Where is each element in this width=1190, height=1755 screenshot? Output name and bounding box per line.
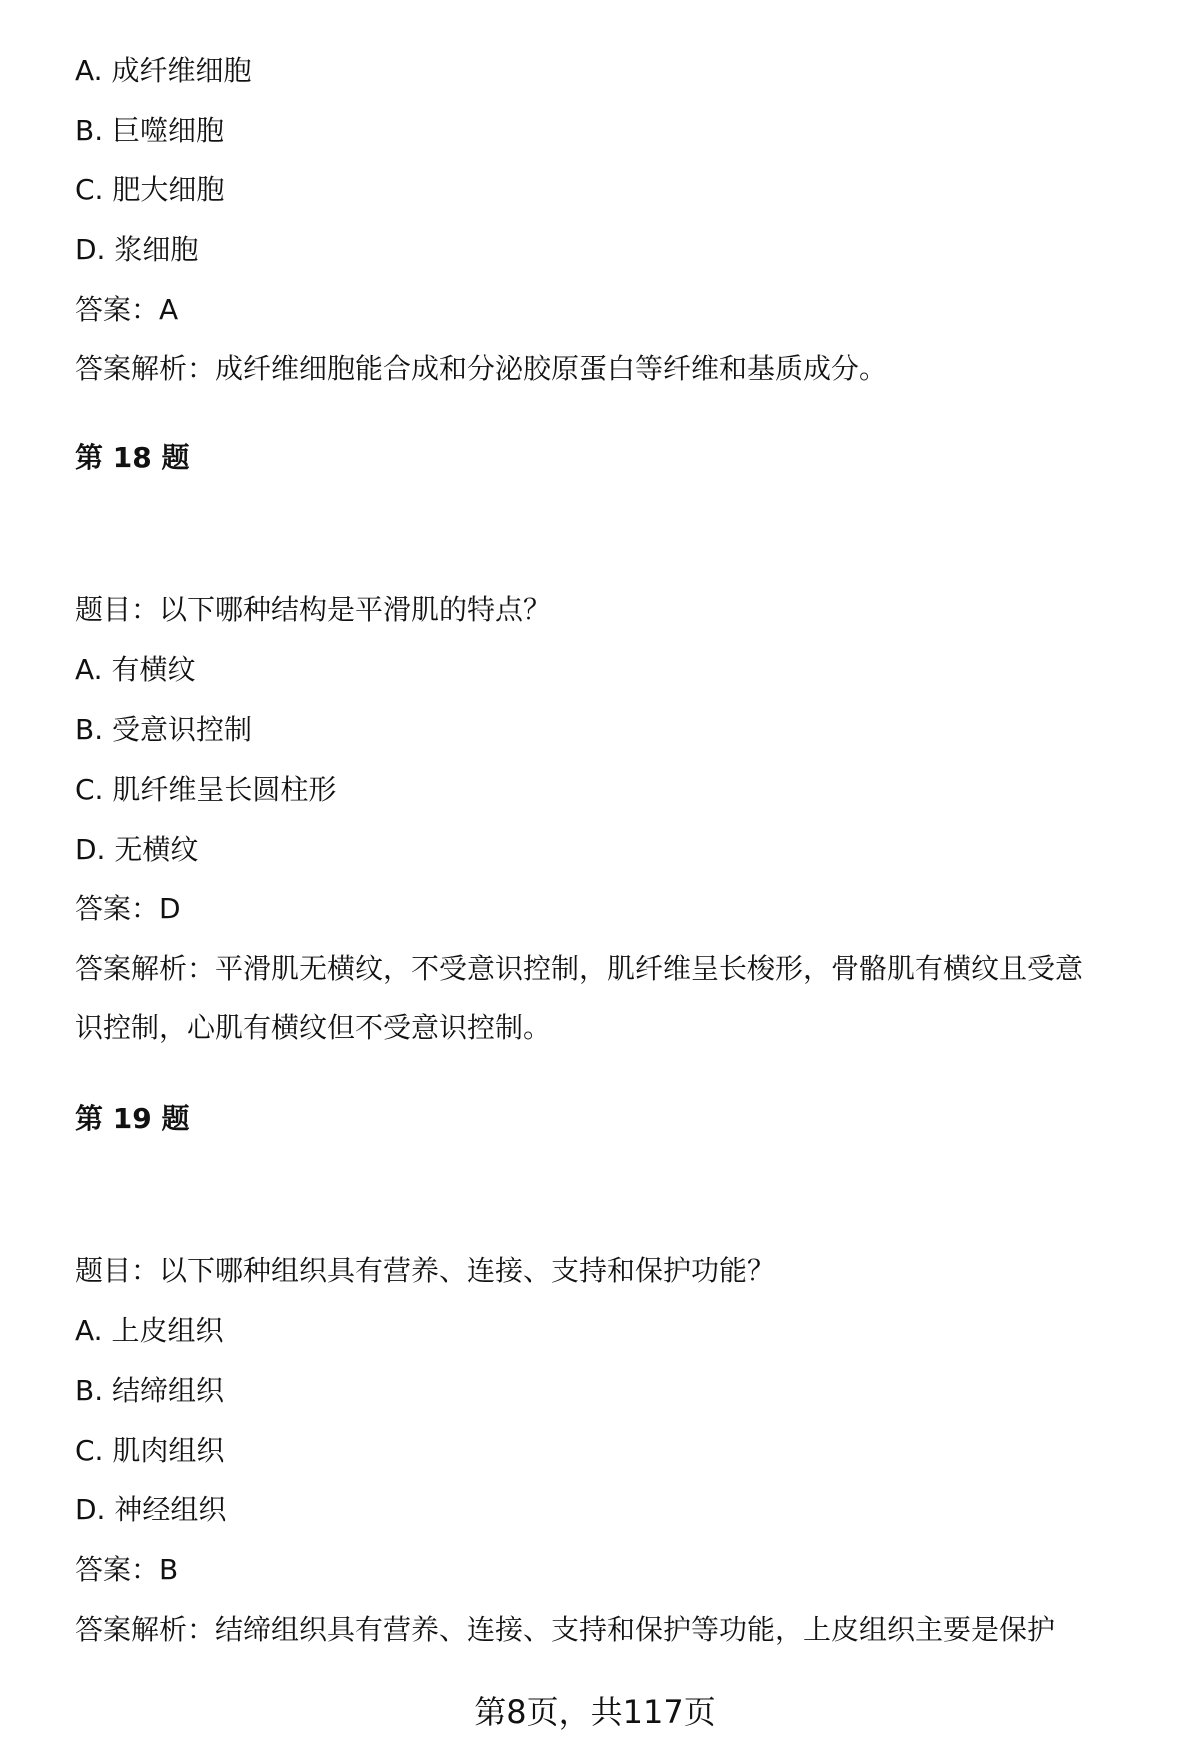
option-b: B. 受意识控制 — [75, 713, 253, 746]
option-a: A. 成纤维细胞 — [75, 54, 252, 87]
question-heading: 第 18 题 — [75, 441, 190, 474]
option-d: D. 浆细胞 — [75, 233, 199, 266]
page-number: 第8页，共117页 — [474, 1693, 716, 1731]
option-a: A. 有横纹 — [75, 653, 196, 686]
question-heading: 第 19 题 — [75, 1102, 190, 1135]
answer-explanation-continued: 识控制，心肌有横纹但不受意识控制。 — [75, 1011, 552, 1044]
option-c: C. 肌纤维呈长圆柱形 — [75, 773, 337, 806]
answer-explanation: 答案解析：平滑肌无横纹，不受意识控制，肌纤维呈长梭形，骨骼肌有横纹且受意 — [75, 952, 1084, 985]
answer: 答案：A — [75, 293, 179, 326]
option-b: B. 巨噬细胞 — [75, 114, 225, 147]
answer-explanation: 答案解析：结缔组织具有营养、连接、支持和保护等功能，上皮组织主要是保护 — [75, 1613, 1056, 1646]
option-b: B. 结缔组织 — [75, 1374, 225, 1407]
answer: 答案：B — [75, 1553, 179, 1586]
question-text: 题目：以下哪种结构是平滑肌的特点？ — [75, 593, 552, 626]
option-a: A. 上皮组织 — [75, 1314, 224, 1347]
question-text: 题目：以下哪种组织具有营养、连接、支持和保护功能？ — [75, 1254, 776, 1287]
option-d: D. 神经组织 — [75, 1493, 227, 1526]
option-c: C. 肥大细胞 — [75, 173, 225, 206]
answer-explanation: 答案解析：成纤维细胞能合成和分泌胶原蛋白等纤维和基质成分。 — [75, 352, 888, 385]
option-d: D. 无横纹 — [75, 833, 199, 866]
option-c: C. 肌肉组织 — [75, 1434, 225, 1467]
answer: 答案：D — [75, 892, 181, 925]
